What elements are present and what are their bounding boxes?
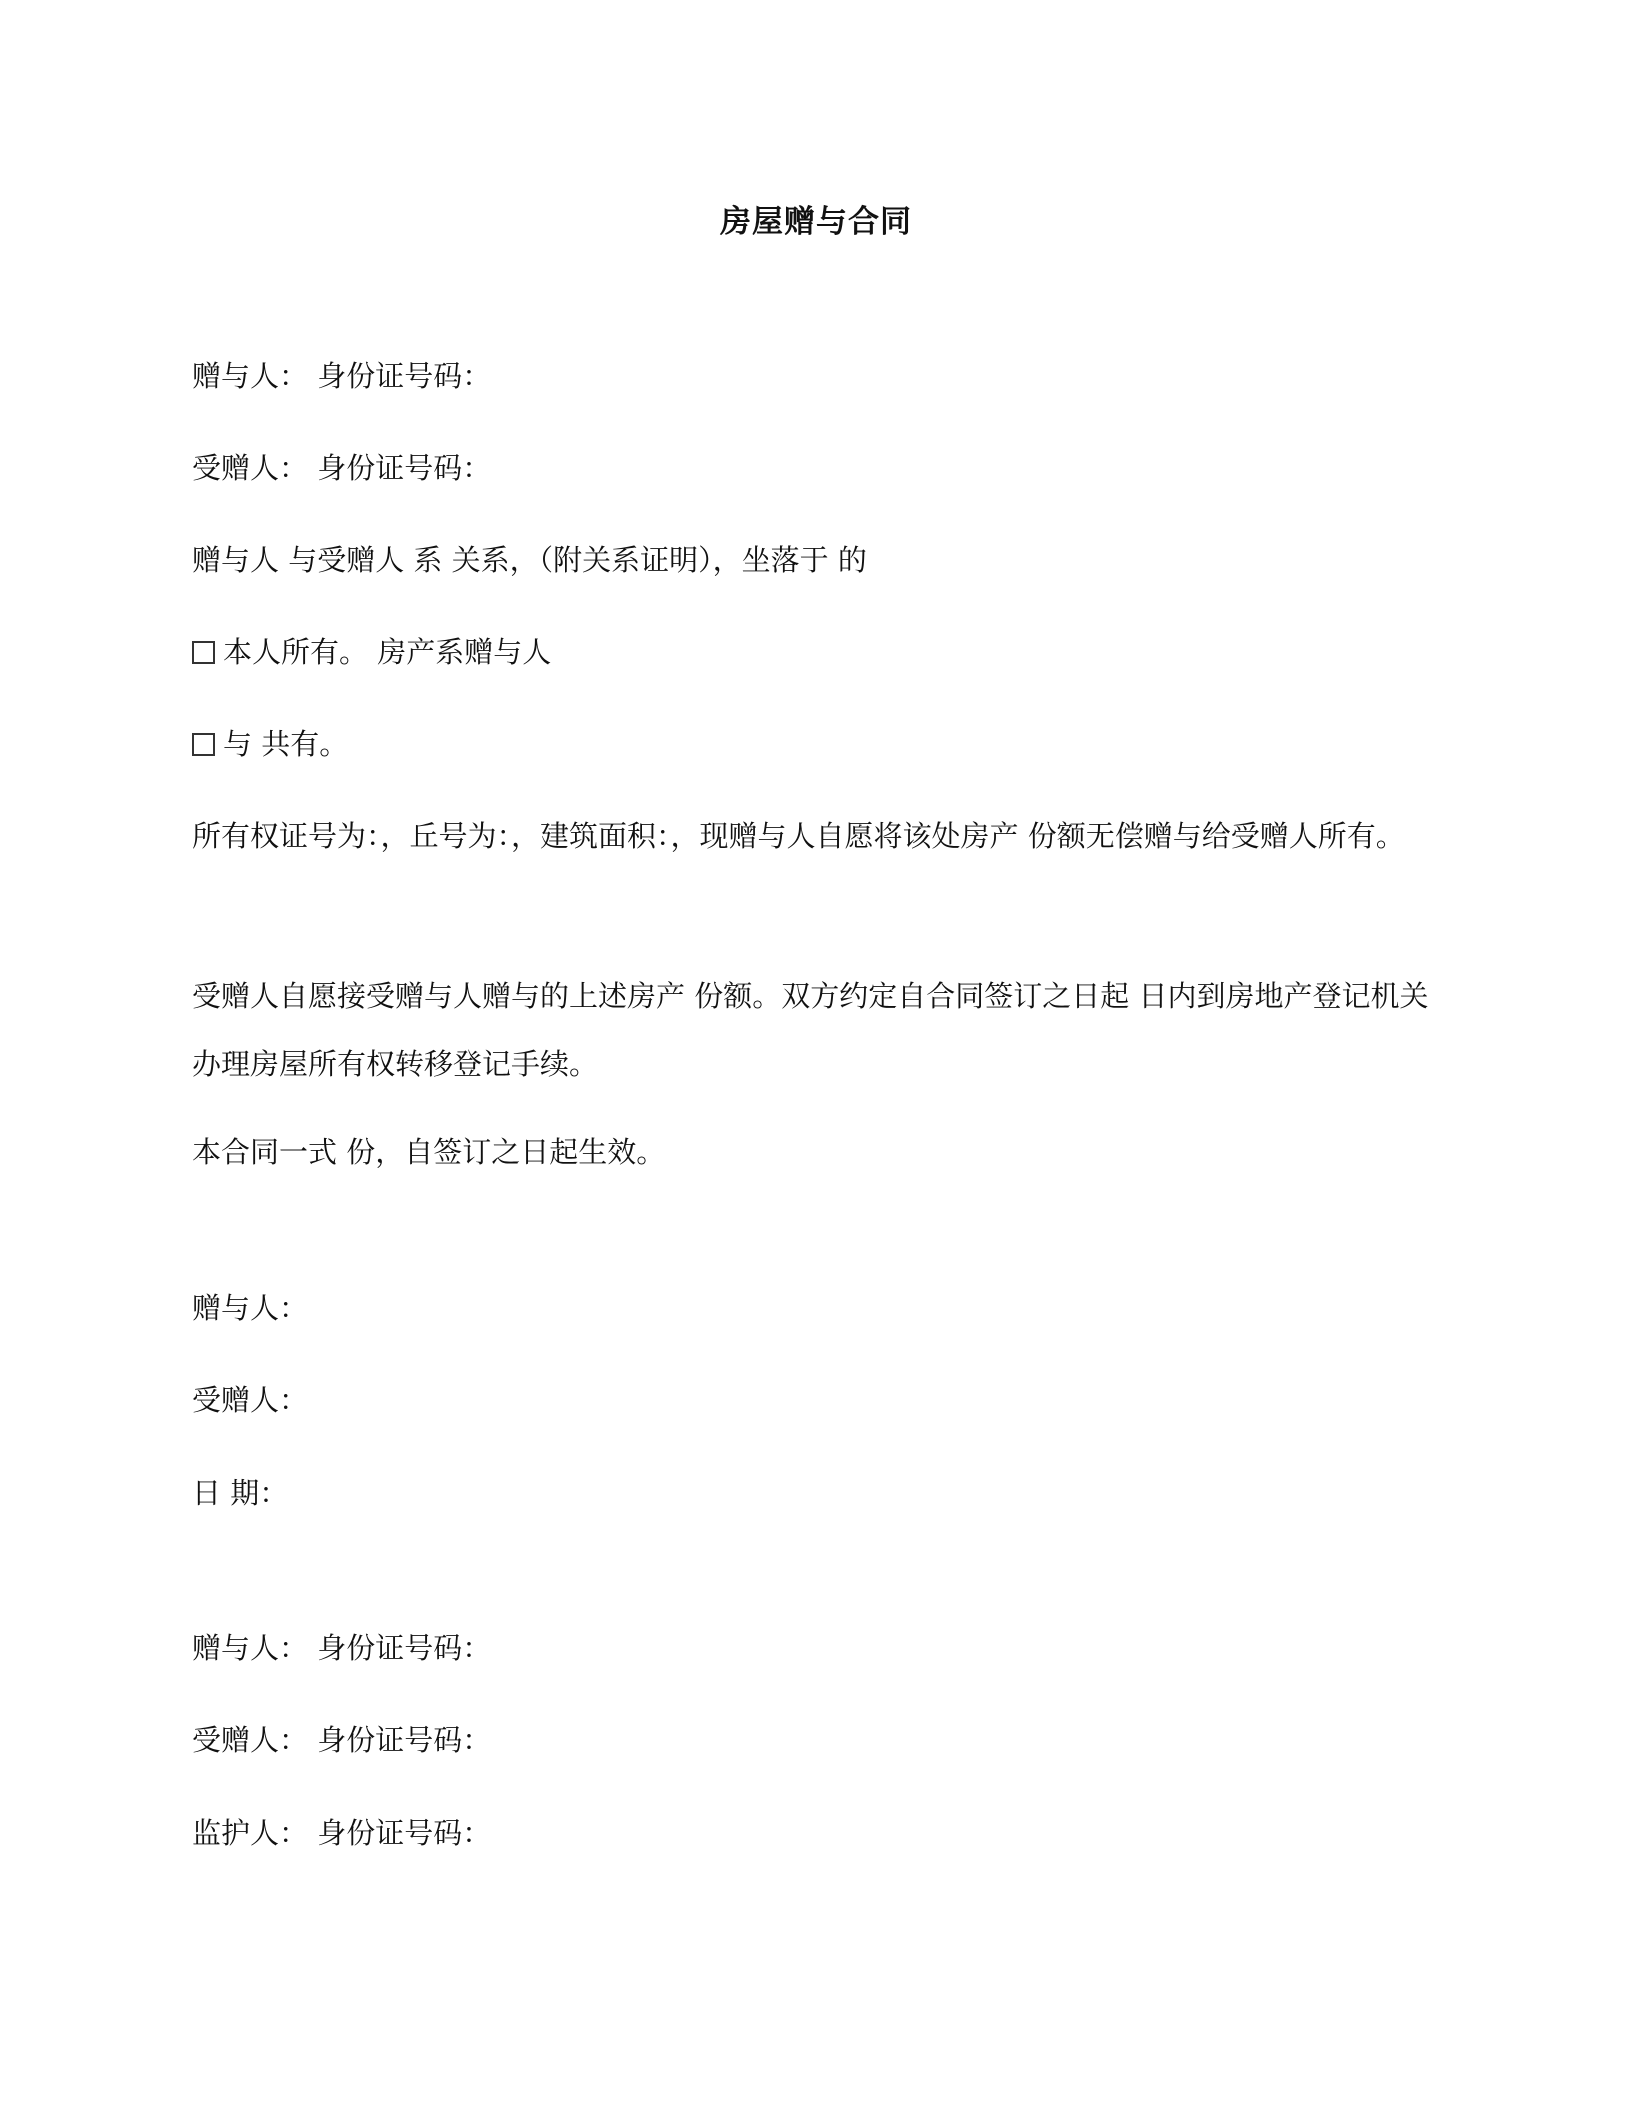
donee-id-line-2: 受赠人： 身份证号码： [192, 1723, 492, 1757]
donee-id-line: 受赠人： 身份证号码： [192, 451, 492, 485]
copies-paragraph: 本合同一式 份，自签订之日起生效。 [192, 1135, 666, 1169]
ownership-option-sole-label: 本人所有。 房产系赠与人 [223, 635, 552, 669]
acceptance-paragraph: 受赠人自愿接受赠与人赠与的上述房产 份额。双方约定自合同签订之日起 日内到房地产登记机关办理房屋所有权转移登记手续。 [192, 979, 1429, 1081]
ownership-option-joint-label: 与 共有。 [223, 727, 349, 761]
document-title: 房屋赠与合同 [720, 204, 912, 240]
donor-id-line: 赠与人： 身份证号码： [192, 359, 492, 393]
donor-id-line-2: 赠与人： 身份证号码： [192, 1631, 492, 1665]
checkbox-joint-ownership[interactable] [192, 733, 215, 756]
signature-donor: 赠与人： [192, 1291, 309, 1325]
ownership-option-sole [192, 632, 1452, 672]
ownership-option-joint [192, 724, 1452, 764]
checkbox-sole-ownership[interactable] [192, 641, 215, 664]
guardian-id-line: 监护人： 身份证号码： [192, 1816, 492, 1850]
signature-donee: 受赠人： [192, 1383, 309, 1417]
certificate-paragraph: 所有权证号为：，丘号为：，建筑面积：，现赠与人自愿将该处房产 份额无偿赠与给受赠人所有。 [192, 819, 1405, 853]
relationship-line: 赠与人 与受赠人 系 关系，（附关系证明），坐落于 的 [192, 543, 867, 577]
signature-date: 日 期： [192, 1476, 289, 1510]
